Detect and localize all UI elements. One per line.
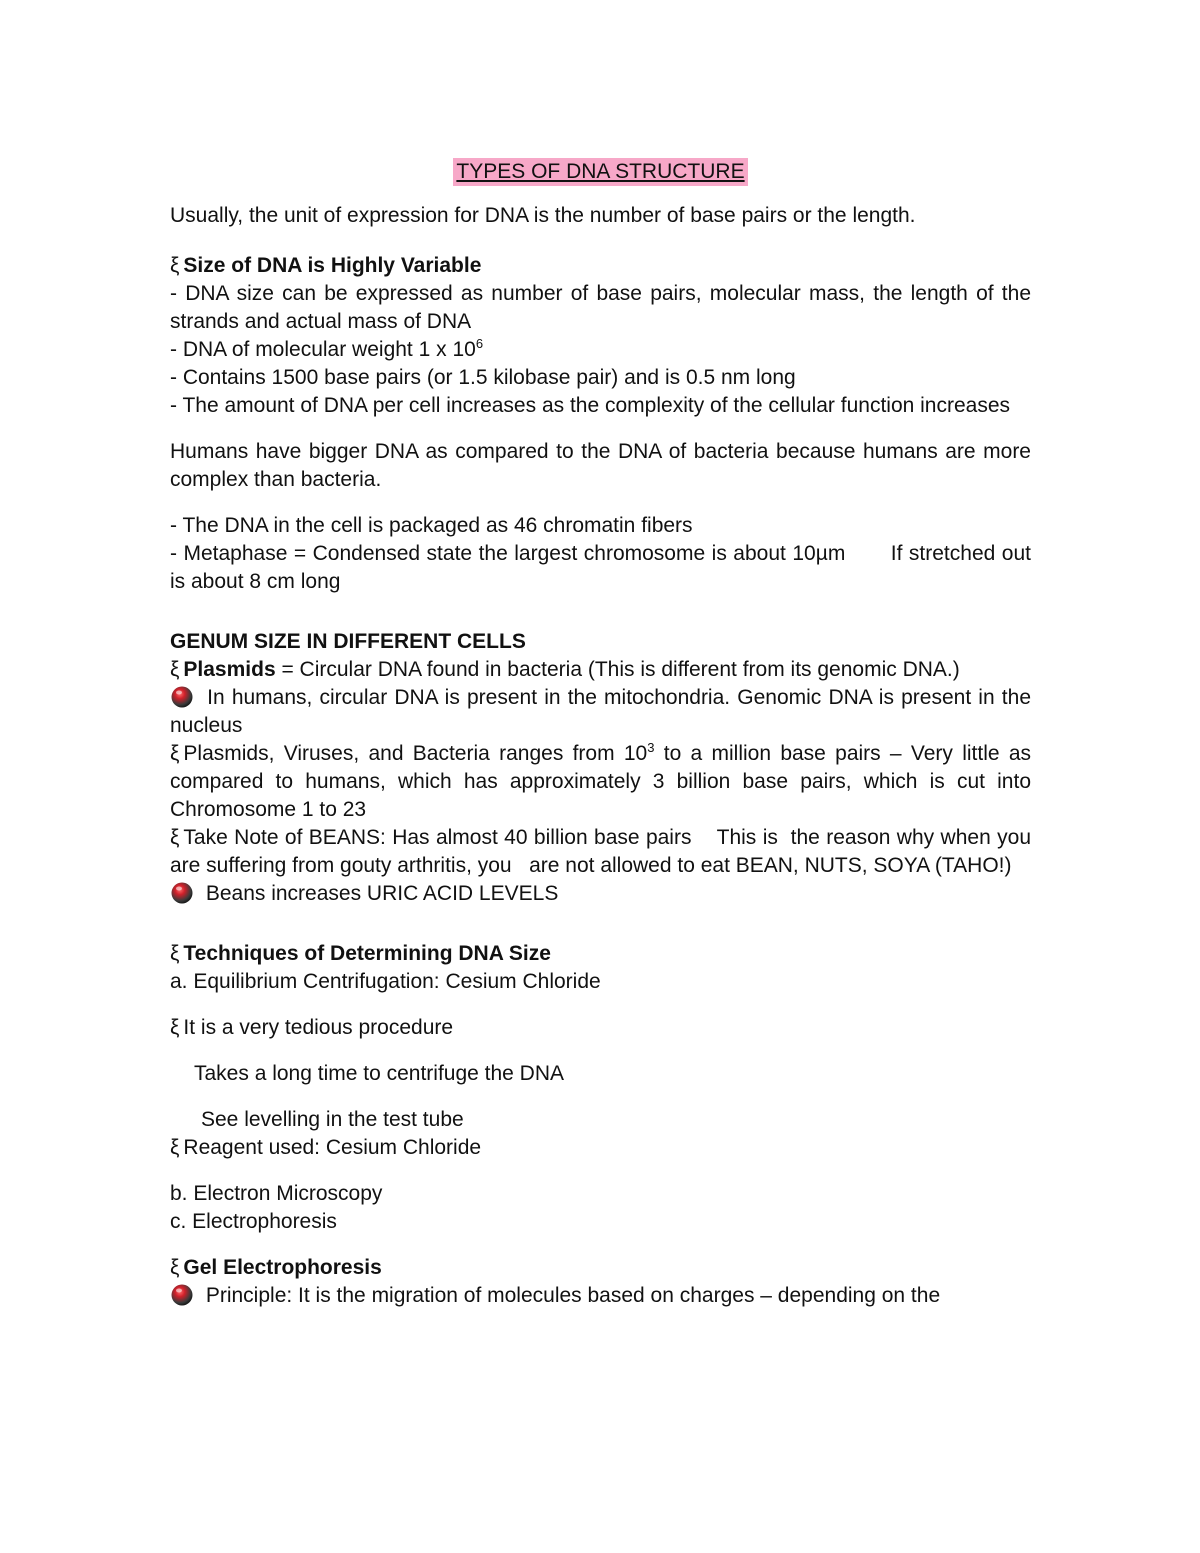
range-line	[170, 740, 1031, 824]
beans-note-text: Take Note of BEANS: Has almost 40 billion base pairs This is the reason why when you are suffering from gouty arthritis, you are not allowed to eat BEAN, NUTS, SOYA (TAHO!)	[170, 826, 1037, 877]
xi-bullet: ξ	[170, 658, 180, 681]
beans-uric-text: Beans increases URIC ACID LEVELS	[200, 882, 559, 905]
reagent-line	[170, 1134, 1031, 1162]
tedious-text: It is a very tedious procedure	[183, 1016, 454, 1039]
beans-uric-line	[170, 880, 1031, 908]
size-line-2	[170, 336, 1031, 364]
takes-long-line: Takes a long time to centrifuge the DNA	[194, 1062, 565, 1085]
techniques-heading-text: Techniques of Determining DNA Size	[183, 942, 551, 965]
red-ball-bullet-icon	[170, 685, 194, 709]
size-line-1: - DNA size can be expressed as number of base pairs, molecular mass, the length of the strands and actual mass of DNA	[170, 282, 1031, 333]
humans-circular-line	[170, 684, 1031, 740]
size-heading-text: Size of DNA is Highly Variable	[183, 254, 482, 277]
chromatin-line-1: - The DNA in the cell is packaged as 46 chromatin fibers	[170, 514, 693, 537]
range-text-post: to a million base pairs – Very little as compared to humans, which has approximately 3 billion base pairs, which is cut into Chromosome 1 to 23	[170, 742, 1032, 821]
molecular-weight-exponent: 6	[475, 336, 484, 351]
size-line-3: - Contains 1500 base pairs (or 1.5 kilobase pair) and is 0.5 nm long	[170, 366, 796, 389]
plasmids-label: Plasmids	[183, 658, 276, 681]
molecular-weight-text: - DNA of molecular weight 1 x 10	[170, 338, 476, 361]
red-ball-bullet-icon	[170, 1283, 194, 1307]
xi-bullet: ξ	[170, 942, 180, 965]
title-block	[170, 158, 1031, 186]
size-heading	[170, 252, 1031, 280]
range-exponent: 3	[647, 740, 655, 755]
gel-heading-text: Gel Electrophoresis	[183, 1256, 382, 1279]
xi-bullet: ξ	[170, 254, 180, 277]
technique-a: a. Equilibrium Centrifugation: Cesium Chloride	[170, 970, 601, 993]
page-title: TYPES OF DNA STRUCTURE	[453, 158, 747, 186]
genum-heading-text: GENUM SIZE IN DIFFERENT CELLS	[170, 630, 526, 653]
xi-bullet: ξ	[170, 1136, 180, 1159]
xi-bullet: ξ	[170, 826, 180, 849]
techniques-heading	[170, 940, 1031, 968]
xi-bullet: ξ	[170, 1016, 180, 1039]
humans-circular-text: In humans, circular DNA is present in the mitochondria. Genomic DNA is present in the nucleus	[170, 686, 1031, 737]
intro-paragraph: Usually, the unit of expression for DNA is the number of base pairs or the length.	[170, 204, 916, 227]
size-line-4: - The amount of DNA per cell increases as the complexity of the cellular function increases	[170, 394, 1011, 417]
principle-text: Principle: It is the migration of molecules based on charges – depending on the	[200, 1284, 941, 1307]
red-ball-bullet-icon	[170, 881, 194, 905]
chromatin-line-2: - Metaphase = Condensed state the largest chromosome is about 10µm If stretched out is about 8 cm long	[170, 542, 1037, 593]
plasmids-line	[170, 656, 1031, 684]
levelling-line: See levelling in the test tube	[201, 1108, 464, 1131]
tedious-line	[170, 1014, 1031, 1042]
technique-b: b. Electron Microscopy	[170, 1182, 383, 1205]
document-body	[170, 158, 1037, 1310]
beans-note-line	[170, 824, 1037, 880]
reagent-text: Reagent used: Cesium Chloride	[183, 1136, 482, 1159]
technique-c: c. Electrophoresis	[170, 1210, 337, 1233]
genum-heading	[170, 628, 1031, 656]
gel-heading	[170, 1254, 1031, 1282]
xi-bullet: ξ	[170, 742, 180, 765]
xi-bullet: ξ	[170, 1256, 180, 1279]
principle-line	[170, 1282, 1031, 1310]
range-text-pre: Plasmids, Viruses, and Bacteria ranges from 10	[183, 742, 648, 765]
humans-paragraph: Humans have bigger DNA as compared to the DNA of bacteria because humans are more complex than bacteria.	[170, 440, 1031, 491]
plasmids-text: = Circular DNA found in bacteria (This is different from its genomic DNA.)	[275, 658, 960, 681]
